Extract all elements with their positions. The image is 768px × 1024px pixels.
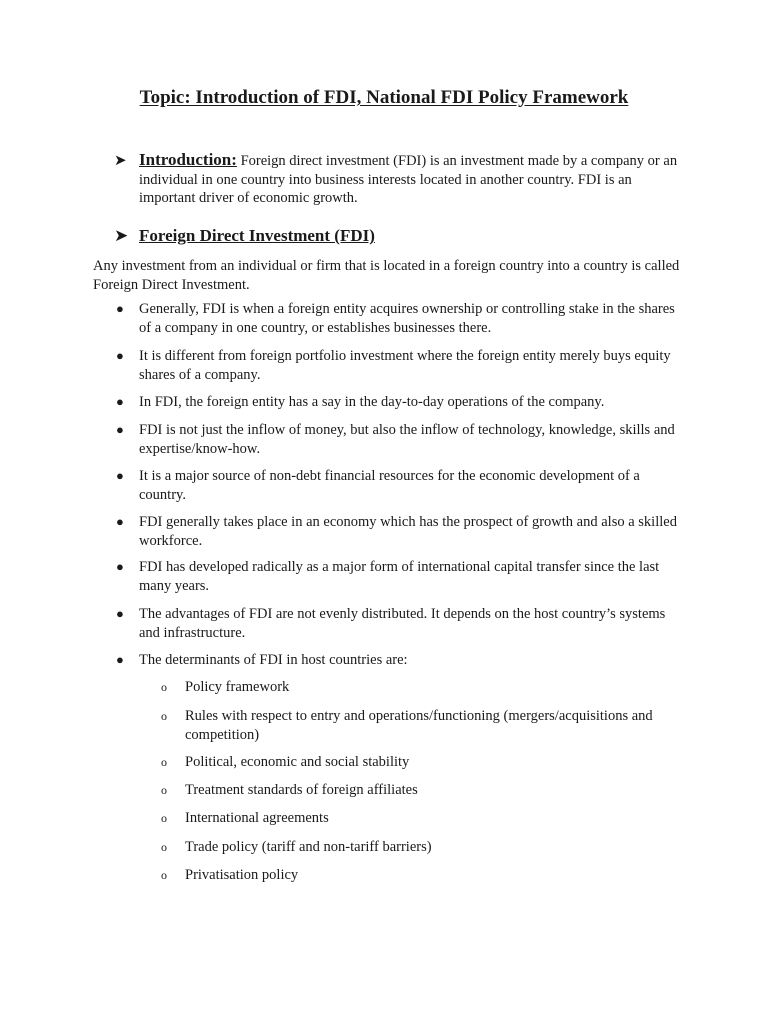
sub-list-item: o Privatisation policy — [161, 867, 299, 883]
sub-list-item: o Policy framework — [161, 679, 290, 695]
circle-bullet-icon: o — [161, 840, 167, 854]
list-item: ● FDI is not just the inflow of money, but also the inflow of technology, knowledge, skills and expertise/know-how. — [116, 422, 675, 457]
intro-text: Foreign direct investment (FDI) is an investment made by a company or an individual in one country into business interests located in another country. FDI is an important driver of economic growth. — [139, 153, 678, 206]
bullet-icon: ● — [116, 468, 124, 483]
list-item: ● The determinants of FDI in host countries are: — [116, 652, 408, 668]
intro-paragraph — [139, 151, 679, 208]
sub-list-item: o Political, economic and social stability — [161, 754, 410, 770]
circle-bullet-icon: o — [161, 755, 167, 769]
bullet-icon: ● — [116, 559, 124, 574]
bullet-icon: ● — [116, 606, 124, 621]
bullet-icon: ● — [116, 394, 124, 409]
list-item: ● Generally, FDI is when a foreign entity acquires ownership or controlling stake in the shares of a company in one country, or establishes businesses there. — [116, 301, 675, 336]
intro-heading: Introduction: — [139, 150, 237, 169]
circle-bullet-icon: o — [161, 680, 167, 694]
circle-bullet-icon: o — [161, 783, 167, 797]
list-item: ● The advantages of FDI are not evenly distributed. It depends on the host country’s systems and infrastructure. — [116, 606, 666, 641]
list-item: ● In FDI, the foreign entity has a say in the day-to-day operations of the company. — [116, 394, 605, 410]
page-title: Topic: Introduction of FDI, National FDI Policy Framework — [139, 87, 629, 108]
bullet-icon: ● — [116, 514, 124, 529]
bullet-icon: ● — [116, 301, 124, 316]
bullet-icon: ● — [116, 348, 124, 363]
sub-list-item: o International agreements — [161, 810, 329, 826]
definition-paragraph: Any investment from an individual or firm that is located in a foreign country into a country is called Foreign Direct Investment. — [93, 258, 680, 293]
circle-bullet-icon: o — [161, 709, 167, 723]
circle-bullet-icon: o — [161, 811, 167, 825]
bullet-icon: ● — [116, 422, 124, 437]
fdi-heading: Foreign Direct Investment (FDI) — [139, 226, 375, 245]
sub-list-item: o Trade policy (tariff and non-tariff barriers) — [161, 839, 432, 855]
list-item: ● It is different from foreign portfolio investment where the foreign entity merely buys equity shares of a company. — [116, 348, 671, 383]
list-item: ● FDI generally takes place in an economy which has the prospect of growth and also a skilled workforce. — [116, 514, 677, 549]
circle-bullet-icon: o — [161, 868, 167, 882]
list-item: ● It is a major source of non-debt financial resources for the economic development of a country. — [116, 468, 640, 503]
sub-list-item: o Treatment standards of foreign affiliates — [161, 782, 418, 798]
list-item: ● FDI has developed radically as a major form of international capital transfer since the last many years. — [116, 559, 660, 594]
sub-list-item: o Rules with respect to entry and operations/functioning (mergers/acquisitions and competition) — [161, 708, 653, 743]
bullet-icon: ● — [116, 652, 124, 667]
